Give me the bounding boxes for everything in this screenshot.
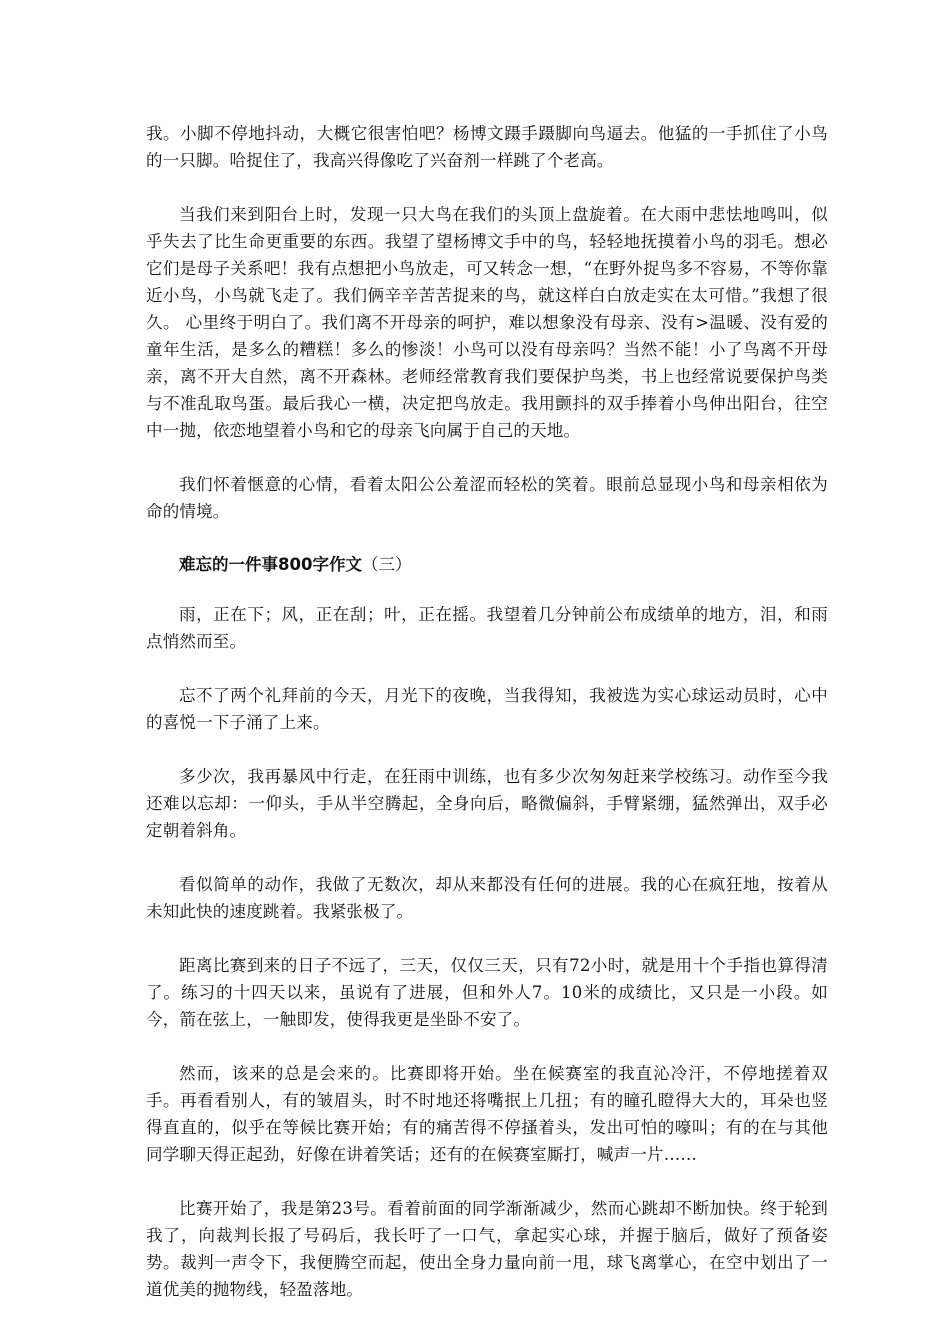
section-heading-suffix: （三） <box>361 555 412 574</box>
paragraph: 比赛开始了，我是第23号。看着前面的同学渐渐减少，然而心跳却不断加快。终于轮到我了，向裁判长报了号码后，我长吁了一口气，拿起实心球，并握于脑后，做好了预备姿势。裁判一声令下，我便腾空而起，使出全身力量向前一甩，球飞离掌心，在空中划出了一道优美的抛物线，轻盈落地。 <box>146 1199 828 1299</box>
paragraph: 然而，该来的总是会来的。比赛即将开始。坐在候赛室的我直沁冷汗，不停地搓着双手。再看看别人，有的皱眉头，时不时地还将嘴抿上几扭；有的瞳孔瞪得大大的，耳朵也竖得直直的，似乎在等候比赛开始；有的痛苦得不停搔着头，发出可怕的嚎叫；有的在与其他同学聊天得正起劲，好像在讲着笑话；还有的在候赛室厮打，喊声一片…… <box>146 1064 828 1164</box>
section-heading <box>146 551 828 578</box>
paragraph: 距离比赛到来的日子不远了，三天，仅仅三天，只有72小时，就是用十个手指也算得清了。练习的十四天以来，虽说有了进展，但和外人7。10米的成绩比，又只是一小段。如今，箭在弦上，一触即发，使得我更是坐卧不安了。 <box>146 956 828 1029</box>
paragraph: 我们怀着惬意的心情，看着太阳公公羞涩而轻松的笑着。眼前总显现小鸟和母亲相依为命的情境。 <box>146 475 828 521</box>
paragraph: 忘不了两个礼拜前的今天，月光下的夜晚，当我得知，我被选为实心球运动员时，心中的喜悦一下子涌了上来。 <box>146 686 828 732</box>
paragraph-continuation: 我。小脚不停地抖动，大概它很害怕吧？杨博文蹑手蹑脚向鸟逼去。他猛的一手抓住了小鸟的一只脚。哈捉住了，我高兴得像吃了兴奋剂一样跳了个老高。 <box>146 124 828 170</box>
document-page <box>146 120 828 1303</box>
paragraph: 雨，正在下；风，正在刮；叶，正在摇。我望着几分钟前公布成绩单的地方，泪，和雨点悄然而至。 <box>146 605 828 651</box>
paragraph: 当我们来到阳台上时，发现一只大鸟在我们的头顶上盘旋着。在大雨中悲怯地鸣叫，似乎失去了比生命更重要的东西。我望了望杨博文手中的鸟，轻轻地抚摸着小鸟的羽毛。想必它们是母子关系吧！我有点想把小鸟放走，可又转念一想，“在野外捉鸟多不容易，不等你靠近小鸟，小鸟就飞走了。我们俩辛辛苦苦捉来的鸟，就这样白白放走实在太可惜。”我想了很久。 心里终于明白了。我们离不开母亲的呵护，难以想象没有母亲、没有>温暖、没有爱的童年生活，是多么的糟糕！多么的惨淡！小鸟可以没有母亲吗？当然不能！小了鸟离不开母亲，离不开大自然，离不开森林。老师经常教育我们要保护鸟类，书上也经常说要保护鸟类与不准乱取鸟蛋。最后我心一横，决定把鸟放走。我用颤抖的双手捧着小鸟伸出阳台，往空中一抛，依恋地望着小鸟和它的母亲飞向属于自己的天地。 <box>146 205 828 440</box>
section-heading-title: 难忘的一件事800字作文 <box>179 555 362 574</box>
paragraph: 多少次，我再暴风中行走，在狂雨中训练，也有多少次匆匆赶来学校练习。动作至今我还难以忘却：一仰头，手从半空腾起，全身向后，略微偏斜，手臂紧绷，猛然弹出，双手必定朝着斜角。 <box>146 767 828 840</box>
paragraph: 看似简单的动作，我做了无数次，却从来都没有任何的进展。我的心在疯狂地，按着从未知此快的速度跳着。我紧张极了。 <box>146 875 828 921</box>
